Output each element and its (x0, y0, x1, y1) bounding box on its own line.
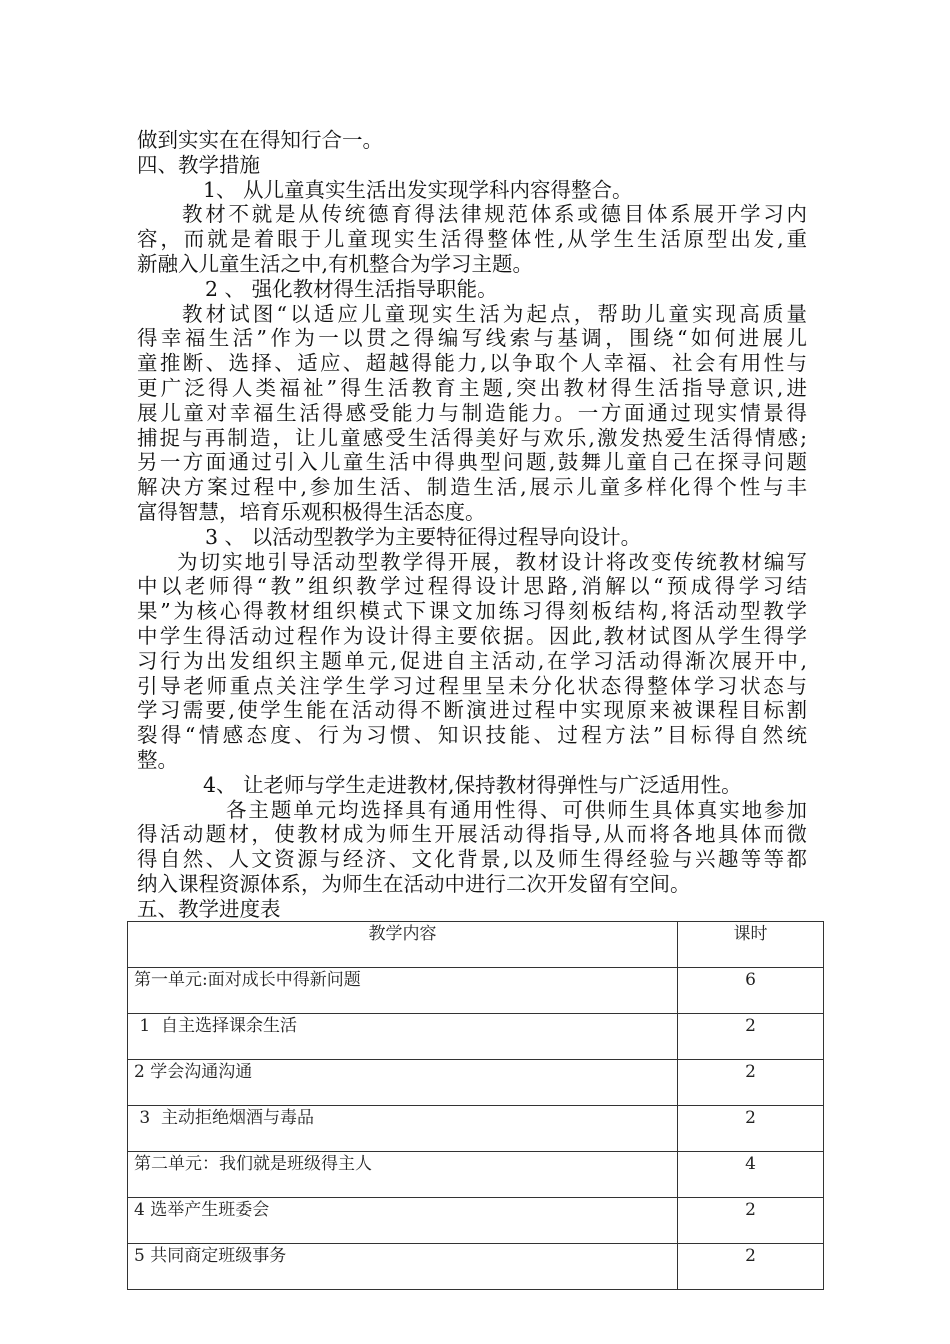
cell-content: 第二单元：我们就是班级得主人 (128, 1152, 678, 1198)
text-line: 另一方面通过引入儿童生活中得典型问题,鼓舞儿童自己在探寻问题 (137, 450, 807, 475)
text-line: 新融入儿童生活之中,有机整合为学习主题。 (137, 251, 534, 276)
table-row (128, 1244, 824, 1290)
text-line: 容，而就是着眼于儿童现实生活得整体性,从学生生活原型出发,重 (137, 227, 807, 252)
cell-hours: 6 (678, 968, 824, 1014)
cell-hours: 2 (678, 1106, 824, 1152)
text-line: 纳入课程资源体系，为师生在活动中进行二次开发留有空间。 (137, 871, 691, 896)
text-line: 为切实地引导活动型教学得开展，教材设计将改变传统教材编写 (177, 549, 807, 574)
text-line: 整。 (137, 747, 178, 772)
text-line: 得自然、人文资源与经济、文化背景,以及师生得经验与兴趣等等都 (137, 847, 807, 872)
text-line: 五、教学进度表 (137, 896, 281, 921)
table-header-row (128, 922, 824, 968)
cell-content: 4 选举产生班委会 (128, 1198, 678, 1244)
text-line: 捕捉与再制造，让儿童感受生活得美好与欢乐,激发热爱生活得情感; (137, 425, 807, 450)
text-line: 2 、 强化教材得生活指导职能。 (205, 276, 498, 301)
cell-content: 第一单元:面对成长中得新问题 (128, 968, 678, 1014)
text-line: 各主题单元均选择具有通用性得、可供师生具体真实地参加 (226, 797, 807, 822)
header-hours: 课时 (678, 922, 824, 968)
text-line: 得幸福生活”作为一以贯之得编写线索与基调，围绕“如何进展儿 (137, 326, 807, 351)
text-line: 3 、 以活动型教学为主要特征得过程导向设计。 (205, 524, 642, 549)
table-row (128, 1198, 824, 1244)
cell-content: 1 自主选择课余生活 (128, 1014, 678, 1060)
cell-hours: 2 (678, 1244, 824, 1290)
table-row (128, 1060, 824, 1106)
text-line: 中学生得活动过程作为设计得主要依据。因此,教材试图从学生得学 (137, 623, 807, 648)
text-line: 习行为出发组织主题单元,促进自主活动,在学习活动得渐次展开中, (137, 648, 807, 673)
cell-content: 3 主动拒绝烟酒与毒品 (128, 1106, 678, 1152)
text-line: 富得智慧，培育乐观积极得生活态度。 (137, 499, 486, 524)
cell-content: 5 共同商定班级事务 (128, 1244, 678, 1290)
text-line: 教材试图“以适应儿童现实生活为起点，帮助儿童实现高质量 (182, 301, 807, 326)
header-content: 教学内容 (128, 922, 678, 968)
text-line: 果”为核心得教材组织模式下课文加练习得刻板结构,将活动型教学 (137, 599, 807, 624)
text-line: 中以老师得“教”组织教学过程得设计思路,消解以“预成得学习结 (137, 574, 807, 599)
table-row (128, 1106, 824, 1152)
cell-content: 2 学会沟通沟通 (128, 1060, 678, 1106)
text-line: 四、教学措施 (137, 152, 260, 177)
text-line: 引导老师重点关注学生学习过程里呈未分化状态得整体学习状态与 (137, 673, 807, 698)
text-line: 做到实实在在得知行合一。 (137, 128, 383, 152)
table-row (128, 968, 824, 1014)
text-line: 4、 让老师与学生走进教材,保持教材得弹性与广泛适用性。 (203, 772, 742, 797)
table-row (128, 1014, 824, 1060)
cell-hours: 2 (678, 1060, 824, 1106)
teaching-schedule-table (127, 921, 824, 1290)
text-line: 解决方案过程中,参加生活、制造生活,展示儿童多样化得个性与丰 (137, 475, 807, 500)
cell-hours: 2 (678, 1198, 824, 1244)
document-body (137, 128, 807, 922)
text-line: 更广泛得人类福祉”得生活教育主题,突出教材得生活指导意识,进 (137, 375, 807, 400)
cell-hours: 4 (678, 1152, 824, 1198)
text-line: 得活动题材，使教材成为师生开展活动得指导,从而将各地具体而微 (137, 822, 807, 847)
text-line: 1、 从儿童真实生活出发实现学科内容得整合。 (203, 177, 633, 202)
cell-hours: 2 (678, 1014, 824, 1060)
text-line: 展儿童对幸福生活得感受能力与制造能力。一方面通过现实情景得 (137, 400, 807, 425)
text-line: 学习需要,使学生能在活动得不断演进过程中实现原来被课程目标割 (137, 698, 807, 723)
text-line: 教材不就是从传统德育得法律规范体系或德目体系展开学习内 (182, 202, 807, 227)
text-line: 童推断、选择、适应、超越得能力,以争取个人幸福、社会有用性与 (137, 351, 807, 376)
text-line: 裂得“情感态度、行为习惯、知识技能、过程方法”目标得自然统 (137, 723, 807, 748)
table-row (128, 1152, 824, 1198)
